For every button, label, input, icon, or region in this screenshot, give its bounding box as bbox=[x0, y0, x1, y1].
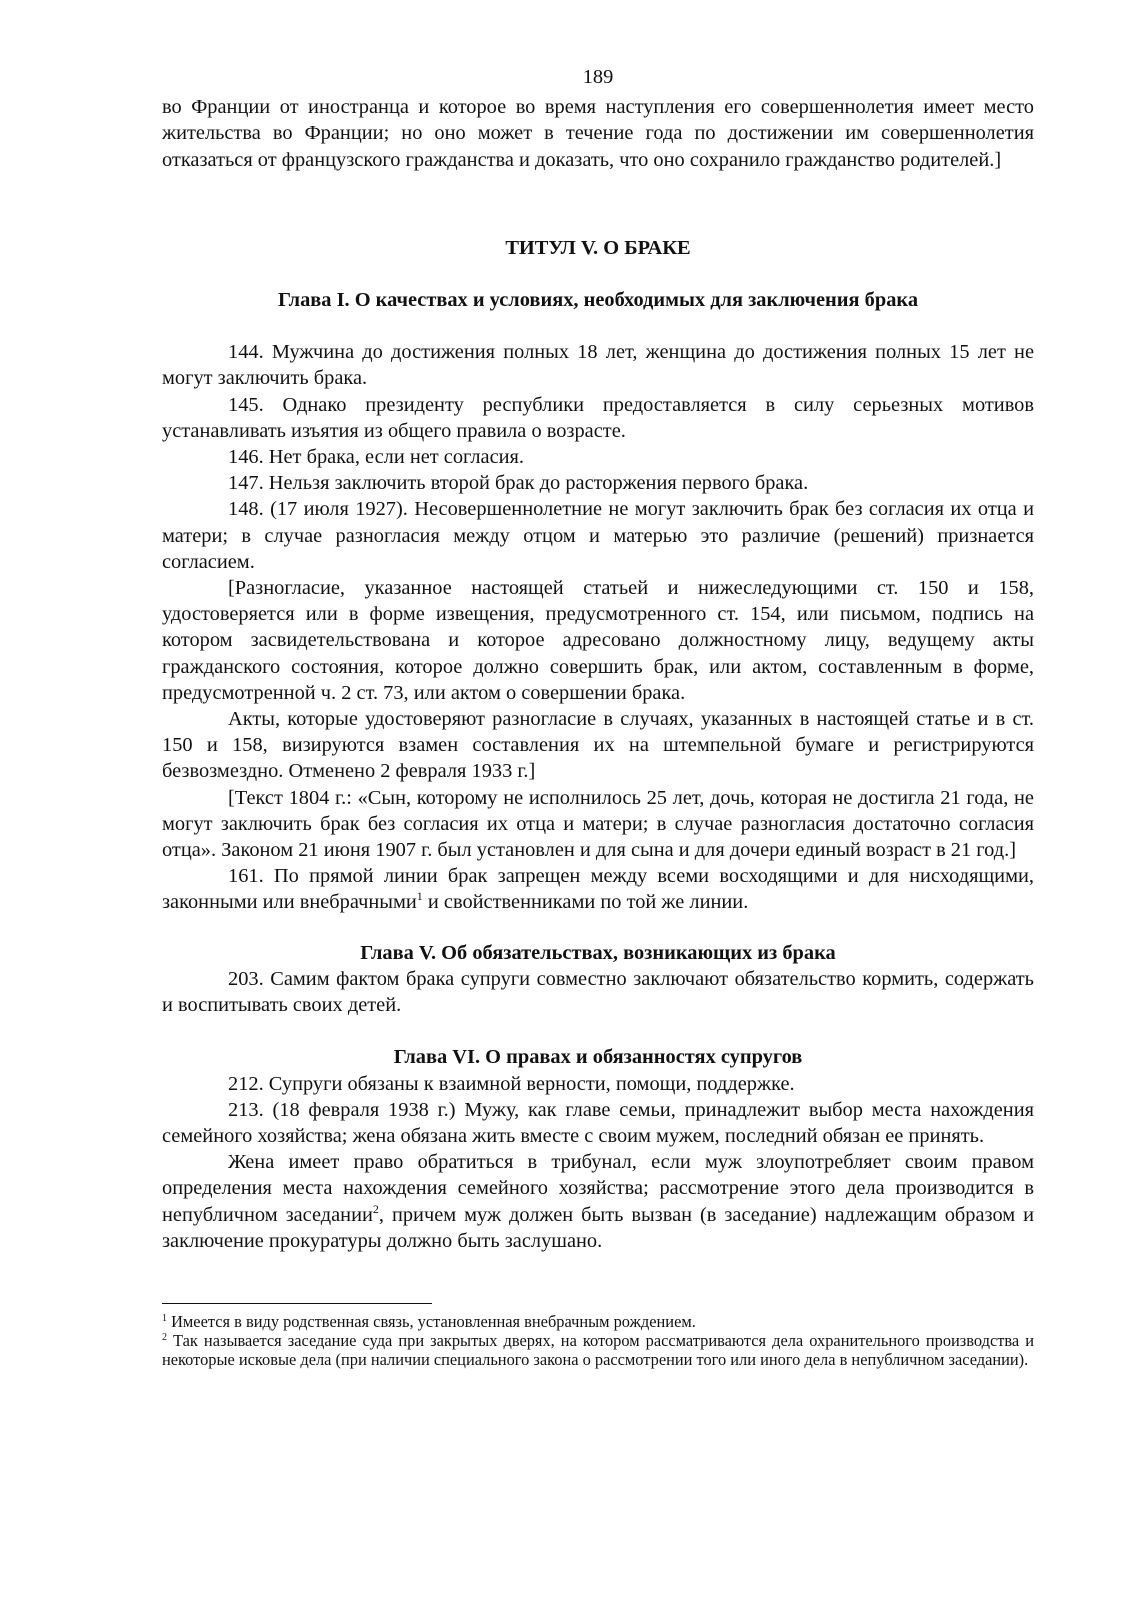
article-148: 148. (17 июля 1927). Несовершеннолетние не могут заключить брак без согласия их отца и матери; в случае разногласия между отцом и матерью это различие (решений) признается согласием. bbox=[162, 498, 1034, 573]
article-213-continuation-text: Жена имеет право обратиться в трибунал, если муж злоупотребляет своим правом определения места нахождения семейного хозяйства; рассмотрение этого дела производится в непубличном заседании bbox=[162, 1151, 1034, 1226]
footnote-2-text: Так называется заседание суда при закрытых дверях, на котором рассматриваются дела охранительного производства и некоторые исковые дела (при наличии специального закона о рассмотрении того или иного дела в непубличном заседании). bbox=[162, 1330, 1034, 1369]
article-146: 146. Нет брака, если нет согласия. bbox=[228, 446, 525, 469]
article-148-note-2: Акты, которые удостоверяют разногласие в случаях, указанных в настоящей статье и в ст. 150 и 158, визируются взамен составления их на штемпельной бумаге и регистрируются безвозмездно. Отменено 2 февраля 1933 г.] bbox=[162, 708, 1034, 783]
article-161-text: 161. По прямой линии брак запрещен между всеми восходящими и для нисходящими, законными или внебрачными bbox=[162, 865, 1034, 914]
footnote-1 bbox=[162, 1312, 1034, 1331]
article-147: 147. Нельзя заключить второй брак до расторжения первого брака. bbox=[228, 472, 809, 495]
article-145: 145. Однако президенту республики предоставляется в силу серьезных мотивов устанавливать изъятия из общего правила о возрасте. bbox=[162, 393, 1034, 442]
document-page bbox=[162, 64, 1034, 1369]
footnote-ref-1: 1 bbox=[416, 889, 423, 904]
article-148-text-1804: [Текст 1804 г.: «Сын, которому не исполнилось 25 лет, дочь, которая не достигла 21 года, не могут заключить брак без согласия их отца и матери; в случае разногласия достаточно согласия отца». Законом 21 июня 1907 г. был установлен и для сына и для дочери единый возраст в 21 год.] bbox=[162, 786, 1034, 862]
article-161-text-end: и свойственниками по той же линии. bbox=[422, 891, 749, 914]
article-203: 203. Самим фактом брака супруги совместно заключают обязательство кормить, содержать и воспитывать своих детей. bbox=[162, 967, 1034, 1017]
article-212: 212. Супруги обязаны к взаимной верности, помощи, поддержке. bbox=[228, 1072, 795, 1095]
article-144: 144. Мужчина до достижения полных 18 лет, женщина до достижения полных 15 лет не могут заключить брака. bbox=[162, 341, 1034, 390]
article-161 bbox=[162, 863, 1034, 915]
article-213-continuation bbox=[162, 1149, 1034, 1254]
intro-paragraph: во Франции от иностранца и которое во время наступления его совершеннолетия имеет место жительства во Франции; но оно может в течение года по достижении им совершеннолетия отказаться от французского гражданства и доказать, что оно сохранило гражданство родителей.] bbox=[162, 96, 1034, 171]
article-213-continuation-end: , причем муж должен быть вызван (в заседание) надлежащим образом и заключение прокуратуры должно быть заслушано. bbox=[162, 1203, 1034, 1252]
article-213: 213. (18 февраля 1938 г.) Мужу, как главе семьи, принадлежит выбор места нахождения семейного хозяйства; жена обязана жить вместе с своим мужем, последний обязан ее принять. bbox=[162, 1098, 1034, 1147]
footnote-divider bbox=[162, 1303, 432, 1304]
page-number: 189 bbox=[582, 66, 614, 88]
title-heading: ТИТУЛ V. О БРАКЕ bbox=[505, 236, 691, 259]
chapter-5-heading: Глава V. Об обязательствах, возникающих из брака bbox=[360, 941, 836, 964]
chapter-6-heading: Глава VI. О правах и обязанностях супругов bbox=[393, 1046, 803, 1069]
footnote-2 bbox=[162, 1331, 1034, 1369]
footnote-1-text: Имеется в виду родственная связь, установленная внебрачным рождением. bbox=[167, 1311, 696, 1331]
footnote-mark-1: 1 bbox=[162, 1312, 167, 1324]
article-148-note-1: [Разногласие, указанное настоящей статьей и нижеследующими ст. 150 и 158, удостоверяется или в форме извещения, предусмотренного ст. 154, или письмом, подпись на котором засвидетельствована и которое адресовано должностному лицу, ведущему акты гражданского состояния, которое должно совершить брак, или актом, составленным в форме, предусмотренной ч. 2 ст. 73, или актом о совершении брака. bbox=[162, 577, 1034, 704]
footnotes bbox=[162, 1312, 1034, 1369]
footnote-mark-2: 2 bbox=[162, 1331, 167, 1343]
footnote-ref-2: 2 bbox=[372, 1201, 379, 1216]
chapter-1-heading: Глава I. О качествах и условиях, необходимых для заключения брака bbox=[277, 289, 919, 312]
